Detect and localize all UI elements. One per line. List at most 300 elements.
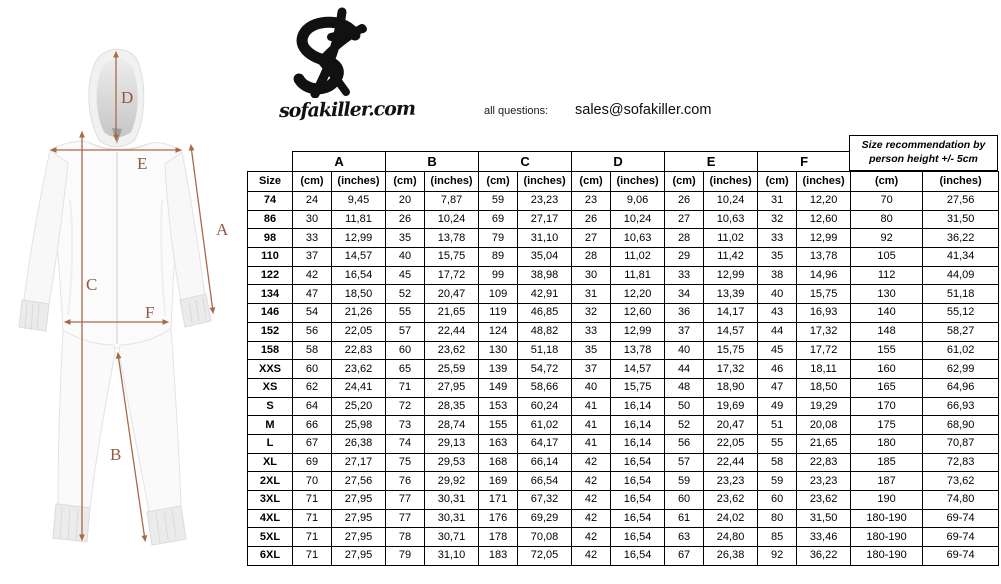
value-cell: 15,75 xyxy=(704,341,758,360)
value-cell: 27,95 xyxy=(332,491,386,510)
size-label: S xyxy=(248,397,293,416)
value-cell: 130 xyxy=(851,285,923,304)
value-cell: 46 xyxy=(758,360,797,379)
value-cell: 52 xyxy=(386,285,425,304)
value-cell: 67 xyxy=(665,547,704,566)
value-cell: 79 xyxy=(386,547,425,566)
size-label: XXS xyxy=(248,360,293,379)
corner-cell xyxy=(248,152,293,172)
size-column-header: Size xyxy=(248,172,293,192)
value-cell: 16,54 xyxy=(611,509,665,528)
value-cell: 42 xyxy=(572,547,611,566)
value-cell: 26 xyxy=(665,192,704,211)
value-cell: 47 xyxy=(758,378,797,397)
value-cell: 75 xyxy=(386,453,425,472)
value-cell: 9,06 xyxy=(611,192,665,211)
measure-label-b: B xyxy=(110,445,122,464)
value-cell: 41 xyxy=(572,397,611,416)
value-cell: 24,80 xyxy=(704,528,758,547)
value-cell: 78 xyxy=(386,528,425,547)
value-cell: 26 xyxy=(386,210,425,229)
size-label: M xyxy=(248,416,293,435)
value-cell: 124 xyxy=(479,322,518,341)
value-cell: 31 xyxy=(572,285,611,304)
value-cell: 65 xyxy=(386,360,425,379)
table-row xyxy=(248,509,999,528)
value-cell: 57 xyxy=(665,453,704,472)
value-cell: 10,24 xyxy=(611,210,665,229)
value-cell: 69 xyxy=(479,210,518,229)
unit-cm-e: (cm) xyxy=(665,172,704,192)
value-cell: 14,96 xyxy=(797,266,851,285)
value-cell: 43 xyxy=(758,304,797,323)
value-cell: 69 xyxy=(293,453,332,472)
value-cell: 66,54 xyxy=(518,472,572,491)
value-cell: 64 xyxy=(293,397,332,416)
value-cell: 36,22 xyxy=(923,229,999,248)
table-row xyxy=(248,491,999,510)
value-cell: 27,95 xyxy=(332,509,386,528)
col-header-a: A xyxy=(293,152,386,172)
value-cell: 51 xyxy=(758,416,797,435)
value-cell: 10,63 xyxy=(704,210,758,229)
value-cell: 11,02 xyxy=(611,248,665,267)
value-cell: 10,24 xyxy=(425,210,479,229)
value-cell: 20,47 xyxy=(425,285,479,304)
value-cell: 60 xyxy=(386,341,425,360)
measure-label-a: A xyxy=(216,220,229,239)
value-cell: 30 xyxy=(293,210,332,229)
value-cell: 16,54 xyxy=(611,491,665,510)
value-cell: 27,95 xyxy=(332,547,386,566)
value-cell: 16,54 xyxy=(332,266,386,285)
value-cell: 68,90 xyxy=(923,416,999,435)
value-cell: 12,99 xyxy=(704,266,758,285)
table-row xyxy=(248,453,999,472)
value-cell: 11,02 xyxy=(704,229,758,248)
value-cell: 153 xyxy=(479,397,518,416)
value-cell: 51,18 xyxy=(518,341,572,360)
value-cell: 140 xyxy=(851,304,923,323)
value-cell: 12,20 xyxy=(797,192,851,211)
value-cell: 23,23 xyxy=(797,472,851,491)
value-cell: 54 xyxy=(293,304,332,323)
value-cell: 99 xyxy=(479,266,518,285)
table-row xyxy=(248,304,999,323)
value-cell: 70,08 xyxy=(518,528,572,547)
value-cell: 70,87 xyxy=(923,434,999,453)
value-cell: 32 xyxy=(572,304,611,323)
value-cell: 21,65 xyxy=(797,434,851,453)
value-cell: 57 xyxy=(386,322,425,341)
value-cell: 60 xyxy=(293,360,332,379)
value-cell: 30,71 xyxy=(425,528,479,547)
value-cell: 10,63 xyxy=(611,229,665,248)
value-cell: 180-190 xyxy=(851,547,923,566)
unit-cm-a: (cm) xyxy=(293,172,332,192)
unit-inches-a: (inches) xyxy=(332,172,386,192)
value-cell: 33 xyxy=(665,266,704,285)
value-cell: 30,31 xyxy=(425,509,479,528)
value-cell: 74 xyxy=(386,434,425,453)
table-row xyxy=(248,416,999,435)
unit-cm-rec: (cm) xyxy=(851,172,923,192)
rec-header-line2: person height +/- 5cm xyxy=(869,153,978,165)
size-label: XL xyxy=(248,453,293,472)
table-row xyxy=(248,210,999,229)
value-cell: 71 xyxy=(293,491,332,510)
value-cell: 42 xyxy=(572,472,611,491)
col-header-c: C xyxy=(479,152,572,172)
value-cell: 30 xyxy=(572,266,611,285)
value-cell: 69-74 xyxy=(923,547,999,566)
value-cell: 77 xyxy=(386,509,425,528)
value-cell: 22,05 xyxy=(704,434,758,453)
value-cell: 42 xyxy=(572,528,611,547)
size-label: 134 xyxy=(248,285,293,304)
value-cell: 59 xyxy=(479,192,518,211)
value-cell: 15,75 xyxy=(797,285,851,304)
value-cell: 23,23 xyxy=(704,472,758,491)
unit-inches-b: (inches) xyxy=(425,172,479,192)
size-label: 98 xyxy=(248,229,293,248)
value-cell: 38,98 xyxy=(518,266,572,285)
value-cell: 16,54 xyxy=(611,528,665,547)
value-cell: 33 xyxy=(758,229,797,248)
table-row xyxy=(248,285,999,304)
value-cell: 14,57 xyxy=(704,322,758,341)
value-cell: 11,42 xyxy=(704,248,758,267)
value-cell: 64,17 xyxy=(518,434,572,453)
value-cell: 73,62 xyxy=(923,472,999,491)
table-row xyxy=(248,341,999,360)
table-row xyxy=(248,360,999,379)
table-row xyxy=(248,322,999,341)
table-row xyxy=(248,229,999,248)
value-cell: 80 xyxy=(851,210,923,229)
value-cell: 47 xyxy=(293,285,332,304)
value-cell: 71 xyxy=(293,509,332,528)
value-cell: 58,66 xyxy=(518,378,572,397)
size-table-body xyxy=(248,192,999,566)
questions-label: all questions: xyxy=(484,105,549,117)
value-cell: 40 xyxy=(758,285,797,304)
value-cell: 33,46 xyxy=(797,528,851,547)
value-cell: 48 xyxy=(665,378,704,397)
value-cell: 17,32 xyxy=(704,360,758,379)
value-cell: 74,80 xyxy=(923,491,999,510)
value-cell: 22,44 xyxy=(425,322,479,341)
value-cell: 59 xyxy=(665,472,704,491)
value-cell: 11,81 xyxy=(332,210,386,229)
value-cell: 56 xyxy=(665,434,704,453)
value-cell: 31,50 xyxy=(923,210,999,229)
value-cell: 20 xyxy=(386,192,425,211)
value-cell: 42 xyxy=(572,453,611,472)
unit-cm-d: (cm) xyxy=(572,172,611,192)
value-cell: 31,10 xyxy=(425,547,479,566)
value-cell: 24 xyxy=(293,192,332,211)
value-cell: 70 xyxy=(851,192,923,211)
value-cell: 33 xyxy=(572,322,611,341)
value-cell: 19,69 xyxy=(704,397,758,416)
value-cell: 80 xyxy=(758,509,797,528)
value-cell: 170 xyxy=(851,397,923,416)
value-cell: 41 xyxy=(572,416,611,435)
col-header-e: E xyxy=(665,152,758,172)
value-cell: 11,81 xyxy=(611,266,665,285)
value-cell: 16,14 xyxy=(611,434,665,453)
value-cell: 22,05 xyxy=(332,322,386,341)
value-cell: 12,99 xyxy=(797,229,851,248)
value-cell: 44,09 xyxy=(923,266,999,285)
value-cell: 12,20 xyxy=(611,285,665,304)
unit-cm-c: (cm) xyxy=(479,172,518,192)
value-cell: 45 xyxy=(758,341,797,360)
table-row xyxy=(248,434,999,453)
value-cell: 160 xyxy=(851,360,923,379)
size-table xyxy=(247,151,999,566)
value-cell: 67 xyxy=(293,434,332,453)
value-cell: 36 xyxy=(665,304,704,323)
value-cell: 35 xyxy=(758,248,797,267)
measure-label-d: D xyxy=(121,88,134,107)
value-cell: 27 xyxy=(572,229,611,248)
table-row xyxy=(248,547,999,566)
value-cell: 55,12 xyxy=(923,304,999,323)
value-cell: 64,96 xyxy=(923,378,999,397)
value-cell: 178 xyxy=(479,528,518,547)
value-cell: 92 xyxy=(758,547,797,566)
value-cell: 165 xyxy=(851,378,923,397)
value-cell: 16,14 xyxy=(611,397,665,416)
size-label: L xyxy=(248,434,293,453)
value-cell: 59 xyxy=(758,472,797,491)
value-cell: 62,99 xyxy=(923,360,999,379)
value-cell: 92 xyxy=(851,229,923,248)
value-cell: 37 xyxy=(572,360,611,379)
value-cell: 19,29 xyxy=(797,397,851,416)
value-cell: 79 xyxy=(479,229,518,248)
value-cell: 77 xyxy=(386,491,425,510)
value-cell: 119 xyxy=(479,304,518,323)
value-cell: 27,17 xyxy=(332,453,386,472)
value-cell: 61 xyxy=(665,509,704,528)
value-cell: 29,13 xyxy=(425,434,479,453)
value-cell: 42 xyxy=(572,491,611,510)
value-cell: 52 xyxy=(665,416,704,435)
value-cell: 15,75 xyxy=(425,248,479,267)
unit-row xyxy=(248,172,999,192)
value-cell: 25,59 xyxy=(425,360,479,379)
table-row xyxy=(248,266,999,285)
value-cell: 25,98 xyxy=(332,416,386,435)
value-cell: 185 xyxy=(851,453,923,472)
table-row xyxy=(248,378,999,397)
unit-cm-b: (cm) xyxy=(386,172,425,192)
value-cell: 175 xyxy=(851,416,923,435)
sk-logo-icon xyxy=(279,6,375,98)
value-cell: 31 xyxy=(758,192,797,211)
value-cell: 15,75 xyxy=(611,378,665,397)
value-cell: 14,57 xyxy=(611,360,665,379)
garment-illustration xyxy=(19,49,211,545)
value-cell: 60 xyxy=(758,491,797,510)
value-cell: 60 xyxy=(665,491,704,510)
value-cell: 23,62 xyxy=(332,360,386,379)
value-cell: 16,14 xyxy=(611,416,665,435)
value-cell: 24,41 xyxy=(332,378,386,397)
value-cell: 10,24 xyxy=(704,192,758,211)
col-header-b: B xyxy=(386,152,479,172)
size-label: 5XL xyxy=(248,528,293,547)
value-cell: 42,91 xyxy=(518,285,572,304)
value-cell: 41,34 xyxy=(923,248,999,267)
value-cell: 14,57 xyxy=(332,248,386,267)
value-cell: 17,72 xyxy=(425,266,479,285)
value-cell: 26,38 xyxy=(704,547,758,566)
value-cell: 190 xyxy=(851,491,923,510)
value-cell: 28 xyxy=(572,248,611,267)
value-cell: 148 xyxy=(851,322,923,341)
value-cell: 72 xyxy=(386,397,425,416)
table-row xyxy=(248,472,999,491)
value-cell: 67,32 xyxy=(518,491,572,510)
value-cell: 58,27 xyxy=(923,322,999,341)
value-cell: 176 xyxy=(479,509,518,528)
value-cell: 70 xyxy=(293,472,332,491)
value-cell: 34 xyxy=(665,285,704,304)
value-cell: 69,29 xyxy=(518,509,572,528)
value-cell: 12,60 xyxy=(797,210,851,229)
value-cell: 51,18 xyxy=(923,285,999,304)
value-cell: 58 xyxy=(758,453,797,472)
size-label: 3XL xyxy=(248,491,293,510)
value-cell: 28,74 xyxy=(425,416,479,435)
size-label: XS xyxy=(248,378,293,397)
brand-logo xyxy=(278,6,416,123)
value-cell: 61,02 xyxy=(923,341,999,360)
table-row xyxy=(248,248,999,267)
value-cell: 23,62 xyxy=(704,491,758,510)
value-cell: 23,23 xyxy=(518,192,572,211)
value-cell: 71 xyxy=(386,378,425,397)
size-label: 158 xyxy=(248,341,293,360)
value-cell: 30,31 xyxy=(425,491,479,510)
value-cell: 9,45 xyxy=(332,192,386,211)
value-cell: 42 xyxy=(572,509,611,528)
brand-domain-text: sofakiller.com xyxy=(278,97,416,123)
value-cell: 23,62 xyxy=(797,491,851,510)
value-cell: 37 xyxy=(293,248,332,267)
value-cell: 17,32 xyxy=(797,322,851,341)
value-cell: 42 xyxy=(293,266,332,285)
unit-cm-f: (cm) xyxy=(758,172,797,192)
value-cell: 25,20 xyxy=(332,397,386,416)
value-cell: 71 xyxy=(293,547,332,566)
value-cell: 149 xyxy=(479,378,518,397)
value-cell: 73 xyxy=(386,416,425,435)
value-cell: 89 xyxy=(479,248,518,267)
value-cell: 18,90 xyxy=(704,378,758,397)
value-cell: 27 xyxy=(665,210,704,229)
value-cell: 14,17 xyxy=(704,304,758,323)
value-cell: 36,22 xyxy=(797,547,851,566)
value-cell: 72,05 xyxy=(518,547,572,566)
table-row xyxy=(248,397,999,416)
value-cell: 40 xyxy=(572,378,611,397)
unit-inches-e: (inches) xyxy=(704,172,758,192)
value-cell: 27,17 xyxy=(518,210,572,229)
value-cell: 71 xyxy=(293,528,332,547)
value-cell: 13,39 xyxy=(704,285,758,304)
rec-header xyxy=(849,135,998,171)
value-cell: 12,99 xyxy=(611,322,665,341)
value-cell: 33 xyxy=(293,229,332,248)
measure-label-e: E xyxy=(137,154,148,173)
value-cell: 54,72 xyxy=(518,360,572,379)
value-cell: 40 xyxy=(665,341,704,360)
value-cell: 26 xyxy=(572,210,611,229)
value-cell: 12,60 xyxy=(611,304,665,323)
value-cell: 13,78 xyxy=(611,341,665,360)
table-row xyxy=(248,528,999,547)
value-cell: 27,56 xyxy=(332,472,386,491)
value-cell: 28 xyxy=(665,229,704,248)
value-cell: 130 xyxy=(479,341,518,360)
unit-inches-rec: (inches) xyxy=(923,172,999,192)
value-cell: 155 xyxy=(851,341,923,360)
size-label: 122 xyxy=(248,266,293,285)
value-cell: 27,95 xyxy=(332,528,386,547)
value-cell: 35 xyxy=(572,341,611,360)
value-cell: 20,08 xyxy=(797,416,851,435)
value-cell: 66,93 xyxy=(923,397,999,416)
contact-email: sales@sofakiller.com xyxy=(575,102,712,118)
value-cell: 18,11 xyxy=(797,360,851,379)
value-cell: 28,35 xyxy=(425,397,479,416)
value-cell: 49 xyxy=(758,397,797,416)
value-cell: 16,54 xyxy=(611,547,665,566)
value-cell: 61,02 xyxy=(518,416,572,435)
size-label: 86 xyxy=(248,210,293,229)
value-cell: 69-74 xyxy=(923,509,999,528)
col-header-f: F xyxy=(758,152,851,172)
value-cell: 180-190 xyxy=(851,509,923,528)
value-cell: 17,72 xyxy=(797,341,851,360)
value-cell: 27,95 xyxy=(425,378,479,397)
value-cell: 105 xyxy=(851,248,923,267)
unit-inches-c: (inches) xyxy=(518,172,572,192)
value-cell: 180 xyxy=(851,434,923,453)
value-cell: 13,78 xyxy=(797,248,851,267)
value-cell: 40 xyxy=(386,248,425,267)
size-label: 152 xyxy=(248,322,293,341)
value-cell: 24,02 xyxy=(704,509,758,528)
value-cell: 76 xyxy=(386,472,425,491)
size-label: 110 xyxy=(248,248,293,267)
value-cell: 55 xyxy=(758,434,797,453)
value-cell: 29 xyxy=(665,248,704,267)
value-cell: 55 xyxy=(386,304,425,323)
value-cell: 63 xyxy=(665,528,704,547)
value-cell: 18,50 xyxy=(797,378,851,397)
value-cell: 50 xyxy=(665,397,704,416)
value-cell: 35,04 xyxy=(518,248,572,267)
value-cell: 58 xyxy=(293,341,332,360)
value-cell: 16,93 xyxy=(797,304,851,323)
value-cell: 35 xyxy=(386,229,425,248)
